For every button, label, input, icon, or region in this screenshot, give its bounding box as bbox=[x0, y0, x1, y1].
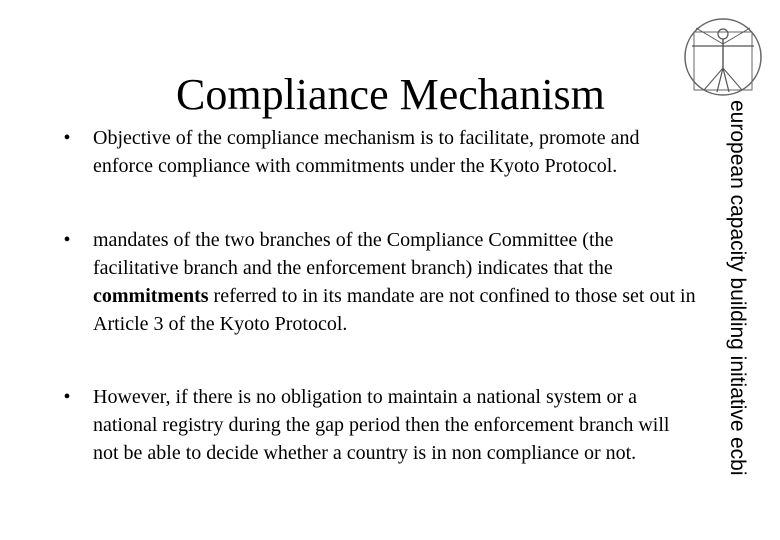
bullet-text-emphasis: commitments bbox=[93, 285, 209, 307]
bullet-item bbox=[60, 383, 700, 467]
organization-abbreviation: ecbi bbox=[726, 437, 749, 476]
bullet-marker: • bbox=[63, 386, 71, 408]
sidebar-vertical-text bbox=[694, 100, 750, 520]
bullet-item bbox=[60, 226, 700, 338]
bullet-marker: • bbox=[63, 127, 71, 149]
slide-title: Compliance Mechanism bbox=[176, 70, 605, 119]
bullet-text-part: referred to in its mandate are not confined to those set out in Article 3 of the Kyoto Protocol. bbox=[93, 285, 696, 335]
bullet-text: Objective of the compliance mechanism is to facilitate, promote and enforce compliance with commitments under the Kyoto Protocol. bbox=[93, 127, 640, 177]
organization-name: european capacity building initiative bbox=[726, 100, 749, 432]
bullet-marker: • bbox=[63, 229, 71, 251]
bullet-list bbox=[60, 124, 700, 467]
bullet-text: However, if there is no obligation to maintain a national system or a national registry during the gap period then the enforcement branch will not be able to decide whether a country is in non compliance or not. bbox=[93, 386, 670, 464]
bullet-item bbox=[60, 124, 700, 180]
bullet-text-part: mandates of the two branches of the Compliance Committee (the facilitative branch and the enforcement branch) indicates that the bbox=[93, 229, 614, 279]
vitruvian-man-icon bbox=[680, 14, 766, 100]
